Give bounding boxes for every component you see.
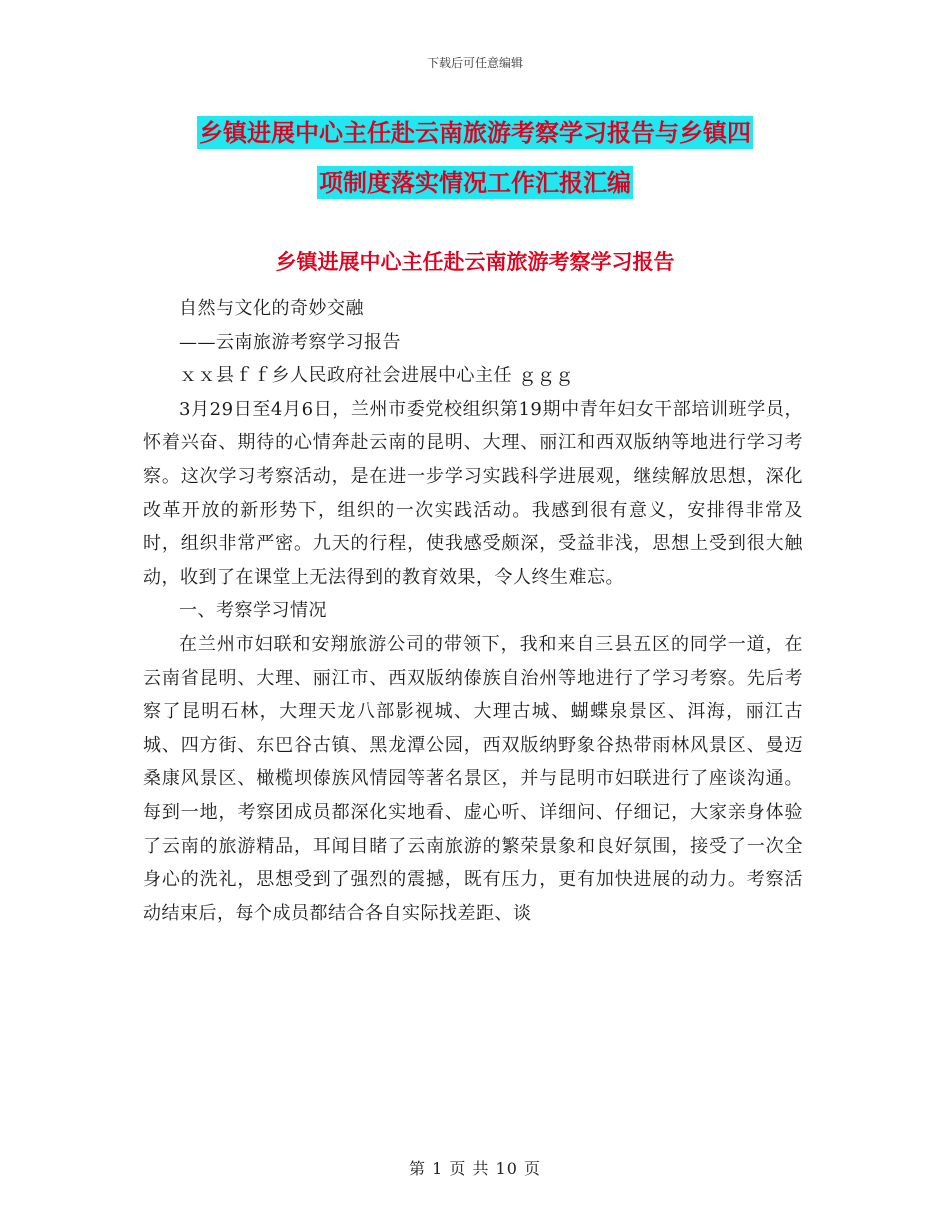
paragraph: 在兰州市妇联和安翔旅游公司的带领下，我和来自三县五区的同学一道，在云南省昆明、大理、丽江市、西双版纳傣族自治州等地进行了学习考察。先后考察了昆明石林，大理天龙八部影视城、大理古城、蝴蝶泉景区、洱海，丽江古城、四方街、东巴谷古镇、黑龙潭公园，西双版纳野象谷热带雨林风景区、曼迈桑康风景区、橄榄坝傣族风情园等著名景区，并与昆明市妇联进行了座谈沟通。每到一地，考察团成员都深化实地看、虚心听、详细问、仔细记，大家亲身体验了云南的旅游精品，耳闻目睹了云南旅游的繁荣景象和良好氛围，接受了一次全身心的洗礼，思想受到了强烈的震撼，既有压力，更有加快进展的动力。考察活动结束后，每个成员都结合各自实际找差距、谈: [143, 633, 803, 924]
paragraph: 3月29日至4月6日，兰州市委党校组织第19期中青年妇女干部培训班学员，怀着兴奋、期待的心情奔赴云南的昆明、大理、丽江和西双版纳等地进行学习考察。这次学习考察活动，是在进一步学习实践科学进展观，继续解放思想，深化改革开放的新形势下，组织的一次实践活动。我感到很有意义，安排得非常及时，组织非常严密。九天的行程，使我感受颇深，受益非浅，思想上受到很大触动，收到了在课堂上无法得到的教育效果，令人终生难忘。: [143, 398, 803, 588]
title-line-1: 乡镇进展中心主任赴云南旅游考察学习报告与乡镇四: [199, 118, 751, 147]
header-note: 下载后可任意编辑: [426, 56, 523, 70]
page-number-footer: 第 1 页 共 10 页: [409, 1159, 541, 1178]
paragraph: ｘｘ县ｆｆ乡人民政府社会进展中心主任 ｇｇｇ: [179, 365, 574, 387]
document-body: [143, 292, 803, 930]
paragraph: 自然与文化的奇妙交融: [179, 298, 364, 319]
title-line-2: 项制度落实情况工作汇报汇编: [319, 168, 631, 197]
document-title: [140, 108, 810, 208]
paragraph: ——云南旅游考察学习报告: [179, 331, 401, 353]
paragraph: 一、考察学习情况: [179, 600, 327, 622]
section-title: 乡镇进展中心主任赴云南旅游考察学习报告: [275, 249, 675, 274]
